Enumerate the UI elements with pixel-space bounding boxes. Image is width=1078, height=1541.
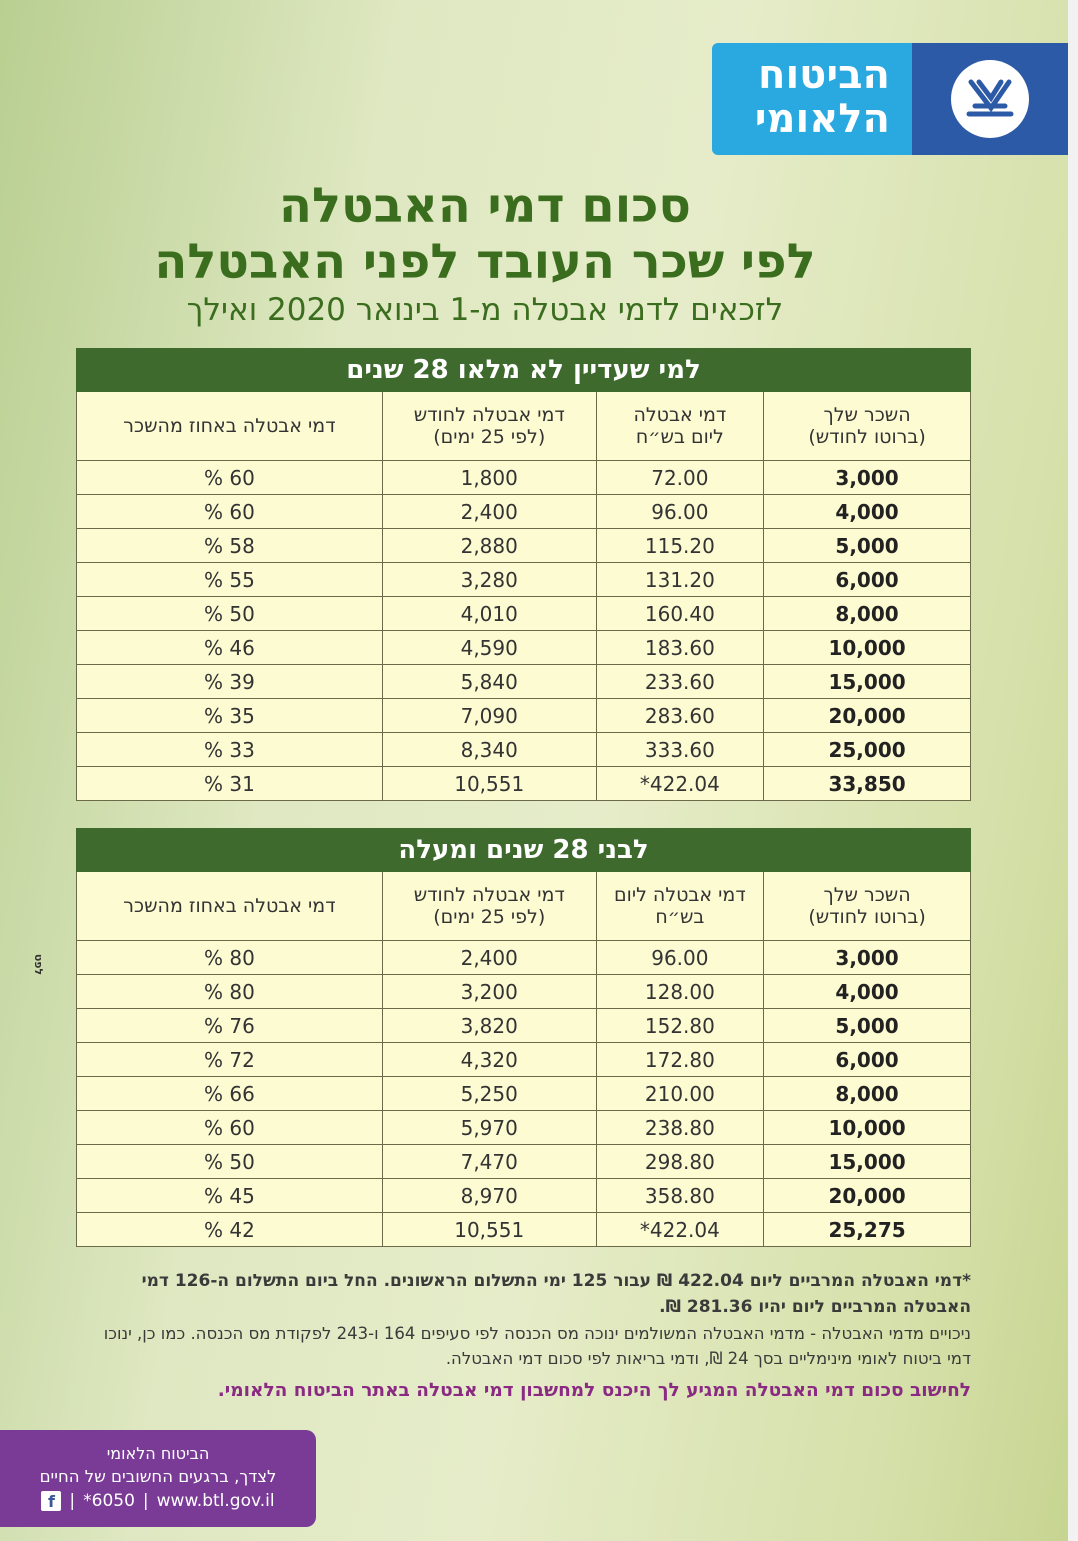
cell-daily: 172.80 [596,1043,764,1077]
cell-percent: 45 % [77,1179,383,1213]
footer-sep: | [142,1491,149,1511]
right-edge-strip [1068,0,1078,1541]
cell-percent: 60 % [77,495,383,529]
logo-line1: הביטוח [757,52,890,98]
cell-monthly: 5,250 [382,1077,596,1111]
cell-salary: 10,000 [764,631,971,665]
cell-percent: 50 % [77,1145,383,1179]
logo-text-panel [712,43,912,155]
footer-banner [0,1430,316,1527]
table-row [77,1179,971,1213]
table-row [77,529,971,563]
cell-daily: 233.60 [596,665,764,699]
cell-percent: 72 % [77,1043,383,1077]
cell-daily: 422.04* [596,1213,764,1247]
table-row [77,1077,971,1111]
cell-daily: 238.80 [596,1111,764,1145]
col-header-percent: דמי אבטלה באחוז מהשכר [77,392,383,461]
col-header-salary: השכר שלך (ברוטו לחודש) [764,392,971,461]
logo-line2: הלאומי [754,96,890,142]
cell-monthly: 7,090 [382,699,596,733]
cell-daily: 115.20 [596,529,764,563]
footer-org-name: הביטוח הלאומי [106,1444,210,1463]
cell-daily: 96.00 [596,941,764,975]
cell-percent: 58 % [77,529,383,563]
table-row [77,767,971,801]
cell-monthly: 8,340 [382,733,596,767]
col-header-salary: השכר שלך (ברוטו לחודש) [764,872,971,941]
table-row [77,1213,971,1247]
cell-salary: 20,000 [764,699,971,733]
cell-daily: 298.80 [596,1145,764,1179]
page-title-line2: לפי שכר העובד לפני האבטלה [154,234,816,290]
table-row [77,461,971,495]
cell-monthly: 3,820 [382,1009,596,1043]
cell-monthly: 2,400 [382,941,596,975]
cell-monthly: 1,800 [382,461,596,495]
cell-percent: 42 % [77,1213,383,1247]
cell-monthly: 2,880 [382,529,596,563]
cell-salary: 25,275 [764,1213,971,1247]
cell-percent: 50 % [77,597,383,631]
cell-salary: 4,000 [764,495,971,529]
cell-daily: 283.60 [596,699,764,733]
cell-salary: 3,000 [764,941,971,975]
cell-percent: 55 % [77,563,383,597]
col-header-daily: דמי אבטלה ליום בש״ח [596,872,764,941]
table-band-title: לבני 28 שנים ומעלה [77,829,971,872]
cell-daily: 422.04* [596,767,764,801]
cell-percent: 76 % [77,1009,383,1043]
cell-salary: 6,000 [764,563,971,597]
cell-percent: 31 % [77,767,383,801]
cell-monthly: 7,470 [382,1145,596,1179]
note-calculator-link[interactable]: לחישוב סכום דמי האבטלה המגיע לך היכנס למחשבון דמי אבטלה באתר הביטוח הלאומי. [217,1380,971,1401]
btl-logo [712,43,1068,155]
cell-salary: 8,000 [764,1077,971,1111]
table-row [77,563,971,597]
table-row [77,975,971,1009]
col-header-percent: דמי אבטלה באחוז מהשכר [77,872,383,941]
footer-slogan: לצדך, ברגעים החשובים של החיים [39,1467,277,1486]
cell-daily: 96.00 [596,495,764,529]
cell-salary: 20,000 [764,1179,971,1213]
cell-monthly: 3,280 [382,563,596,597]
cell-salary: 6,000 [764,1043,971,1077]
footer-contact [0,1491,316,1511]
cell-daily: 183.60 [596,631,764,665]
page-title-line1: סכום דמי האבטלה [278,178,692,234]
cell-monthly: 4,320 [382,1043,596,1077]
cell-monthly: 5,970 [382,1111,596,1145]
cell-salary: 4,000 [764,975,971,1009]
table-row [77,665,971,699]
cell-percent: 35 % [77,699,383,733]
table-under-28 [76,348,971,801]
cell-monthly: 2,400 [382,495,596,529]
cell-daily: 128.00 [596,975,764,1009]
footer-phone[interactable]: *6050 [83,1491,135,1511]
table-row [77,699,971,733]
table-row [77,495,971,529]
cell-salary: 10,000 [764,1111,971,1145]
col-header-monthly: דמי אבטלה לחודש (לפי 25 ימים) [382,872,596,941]
table-row [77,631,971,665]
cell-monthly: 5,840 [382,665,596,699]
cell-daily: 210.00 [596,1077,764,1111]
cell-salary: 15,000 [764,665,971,699]
cell-percent: 80 % [77,941,383,975]
cell-monthly: 4,590 [382,631,596,665]
cell-monthly: 3,200 [382,975,596,1009]
cell-monthly: 10,551 [382,767,596,801]
cell-salary: 25,000 [764,733,971,767]
table-28-and-over [76,828,971,1247]
cell-salary: 5,000 [764,529,971,563]
table-row [77,1111,971,1145]
table-row [77,941,971,975]
cell-monthly: 8,970 [382,1179,596,1213]
menorah-emblem-icon [951,60,1029,138]
col-header-monthly: דמי אבטלה לחודש (לפי 25 ימים) [382,392,596,461]
cell-percent: 80 % [77,975,383,1009]
cell-daily: 358.80 [596,1179,764,1213]
cell-salary: 3,000 [764,461,971,495]
footer-sep: | [69,1491,76,1511]
cell-monthly: 10,551 [382,1213,596,1247]
footer-website-link[interactable]: www.btl.gov.il [156,1491,275,1511]
table-row [77,597,971,631]
cell-daily: 160.40 [596,597,764,631]
cell-percent: 46 % [77,631,383,665]
table-row [77,1043,971,1077]
note-deductions: ניכויים מדמי האבטלה - מדמי האבטלה המשולמים ינוכה מס הכנסה לפי סעיפים 164 ו-243 לפקודת מס הכנסה. כמו כן, ינוכו דמי ביטוח לאומי מינימליים בסך 24 ₪, ודמי בריאות לפי סכום דמי האבטלה. [103,1324,971,1368]
cell-daily: 152.80 [596,1009,764,1043]
cell-percent: 60 % [77,461,383,495]
table-row [77,733,971,767]
cell-salary: 8,000 [764,597,971,631]
table-row [77,1145,971,1179]
col-header-daily: דמי אבטלה ליום בש״ח [596,392,764,461]
cell-daily: 131.20 [596,563,764,597]
cell-salary: 5,000 [764,1009,971,1043]
note-max-benefit: *דמי האבטלה המרביים ליום 422.04 ₪ עבור 125 ימי התשלום הראשונים. החל ביום התשלום ה-126 דמי האבטלה המרביים ליום יהיו 281.36 ₪. [141,1271,971,1317]
page-subtitle: לזכאים לדמי אבטלה מ-1 בינואר 2020 ואילך [186,292,784,328]
cell-percent: 33 % [77,733,383,767]
cell-percent: 66 % [77,1077,383,1111]
cell-daily: 333.60 [596,733,764,767]
table-row [77,1009,971,1043]
cell-percent: 39 % [77,665,383,699]
logo-emblem-panel [912,43,1068,155]
cell-salary: 15,000 [764,1145,971,1179]
cell-daily: 72.00 [596,461,764,495]
cell-monthly: 4,010 [382,597,596,631]
side-label: לפט [32,953,46,976]
cell-salary: 33,850 [764,767,971,801]
cell-percent: 60 % [77,1111,383,1145]
facebook-icon[interactable]: f [41,1491,61,1511]
table-band-title: למי שעדיין לא מלאו 28 שנים [77,349,971,392]
